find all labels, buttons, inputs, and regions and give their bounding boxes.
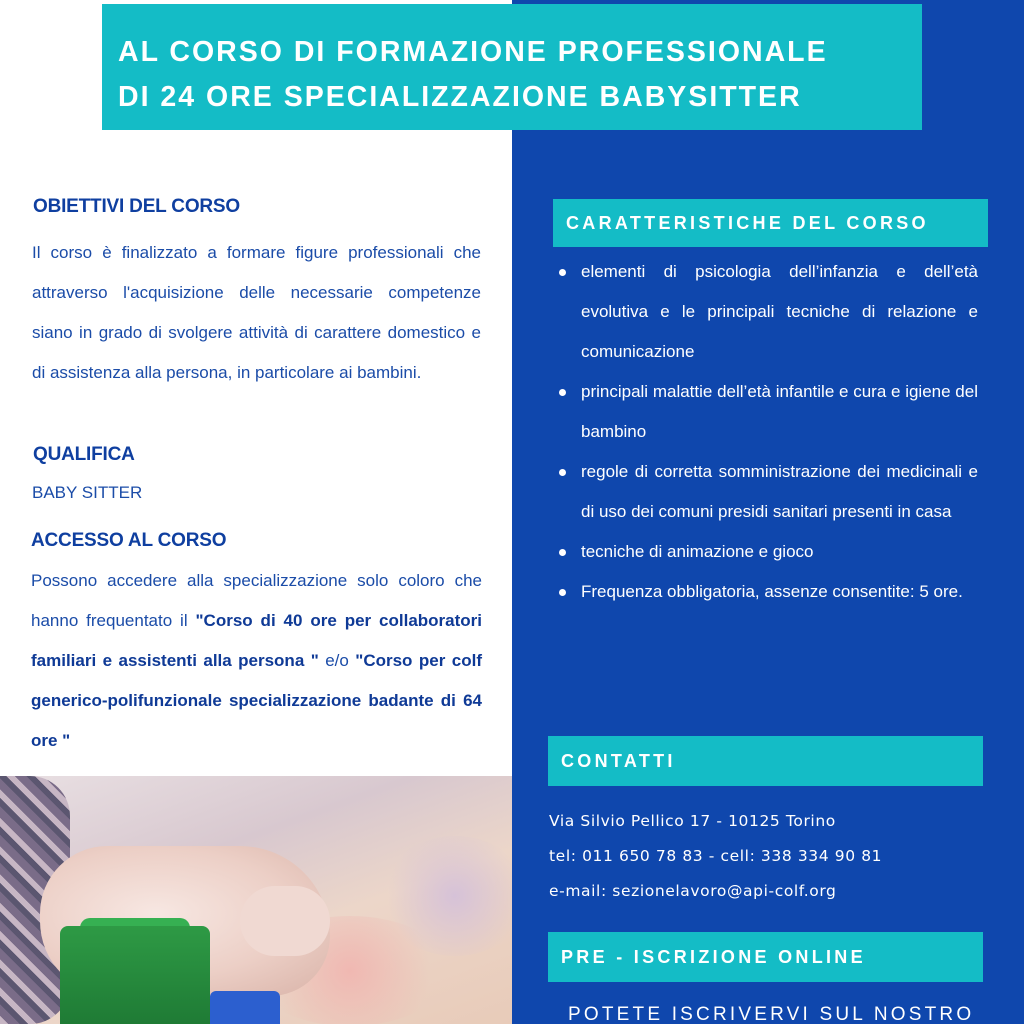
contacts-heading: CONTATTI	[548, 736, 983, 786]
bullet-icon	[559, 549, 566, 556]
qualifica-value: BABY SITTER	[32, 483, 143, 502]
title-banner	[102, 4, 922, 130]
preregistration-text: POTETE ISCRIVERVI SUL NOSTRO	[568, 1004, 975, 1024]
phone-text[interactable]: tel: 011 650 78 83 - cell: 338 334 90 81	[549, 847, 883, 865]
list-item: tecniche di animazione e gioco	[556, 532, 978, 572]
bullet-icon	[559, 269, 566, 276]
title-line-2: DI 24 ORE SPECIALIZZAZIONE BABYSITTER	[118, 81, 802, 113]
email-link[interactable]: e-mail: sezionelavoro@api-colf.org	[549, 882, 837, 900]
access-text	[31, 561, 482, 761]
child-playing-photo	[0, 776, 512, 1024]
bullet-icon	[559, 589, 566, 596]
access-connector: e/o	[318, 651, 356, 670]
access-heading: ACCESSO AL CORSO	[31, 530, 227, 551]
preregistration-heading: PRE - ISCRIZIONE ONLINE	[548, 932, 983, 982]
list-item: principali malattie dell’età infantile e cura e igiene del bambino	[556, 372, 978, 452]
bullet-icon	[559, 389, 566, 396]
qualifica-heading: QUALIFICA	[33, 444, 135, 465]
access-course-2: "Corso per colf generico-polifunzionale specializzazione badante di 64 ore "	[31, 651, 482, 750]
list-item: elementi di psicologia dell’infanzia e dell’età evolutiva e le principali tecniche di relazione e comunicazione	[556, 252, 978, 372]
access-course-1: "Corso di 40 ore per collaboratori familiari e assistenti alla persona "	[31, 611, 482, 670]
features-list	[556, 252, 978, 612]
features-heading: CARATTERISTICHE DEL CORSO	[553, 199, 988, 247]
title-line-1: AL CORSO DI FORMAZIONE PROFESSIONALE	[118, 36, 828, 68]
list-item: Frequenza obbligatoria, assenze consentite: 5 ore.	[556, 572, 978, 612]
bullet-icon	[559, 469, 566, 476]
objectives-heading: OBIETTIVI DEL CORSO	[33, 196, 240, 217]
access-intro: Possono accedere alla specializzazione solo coloro che hanno frequentato il	[31, 571, 482, 630]
list-item: regole di corretta somministrazione dei medicinali e di uso dei comuni presidi sanitari presenti in casa	[556, 452, 978, 532]
objectives-text: Il corso è finalizzato a formare figure professionali che attraverso l'acquisizione delle necessarie competenze siano in grado di svolgere attività di carattere domestico e di assistenza alla persona, in particolare ai bambini.	[32, 243, 481, 382]
address-text: Via Silvio Pellico 17 - 10125 Torino	[549, 812, 836, 830]
